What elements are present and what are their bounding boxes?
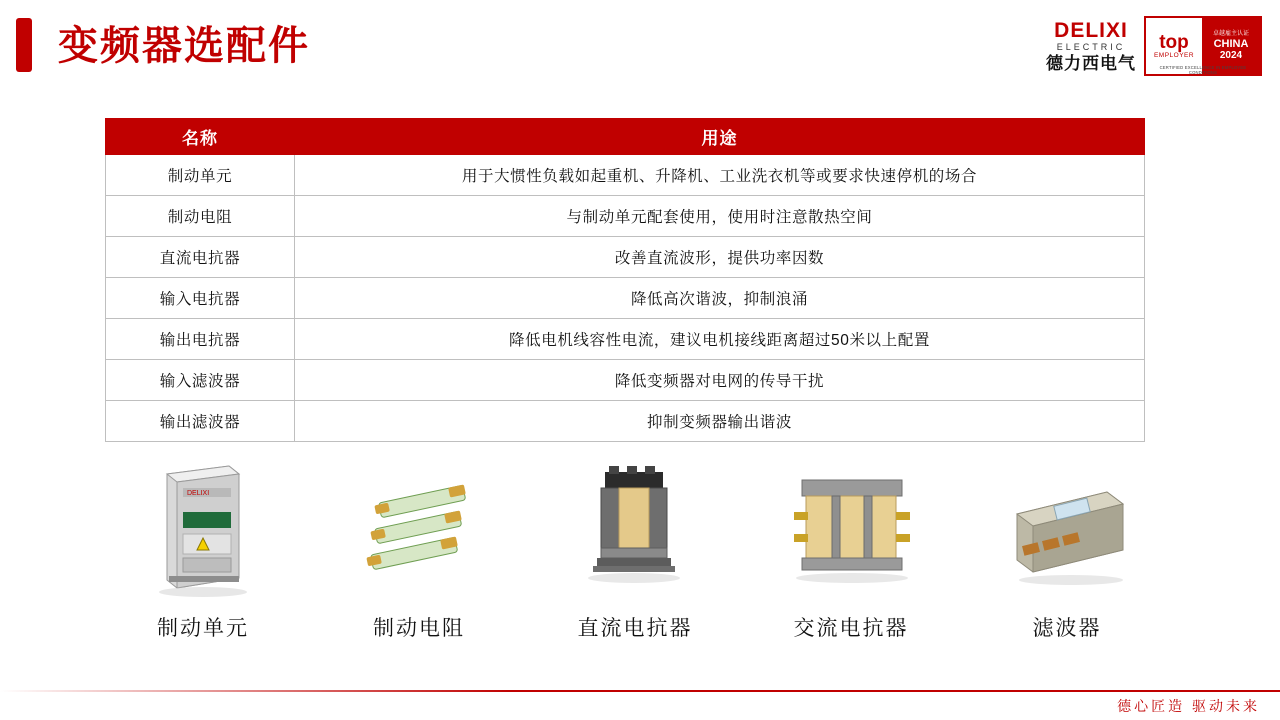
product-item xyxy=(753,448,949,642)
table-row xyxy=(106,401,1145,442)
table-cell-use: 抑制变频器输出谐波 xyxy=(295,401,1145,442)
svg-text:DELIXI: DELIXI xyxy=(187,490,210,497)
delixi-logo xyxy=(1046,20,1136,72)
table-cell-name: 输入滤波器 xyxy=(106,360,295,401)
delixi-logo-name-en: DELIXI xyxy=(1054,19,1128,42)
top-employer-caption: CERTIFIED EXCELLENCE IN EMPLOYEE CONDITIONS xyxy=(1159,65,1247,75)
delixi-logo-name-cn: 德力西电气 xyxy=(1046,54,1136,73)
top-employer-country: CHINA xyxy=(1213,38,1249,50)
table-cell-name: 输出电抗器 xyxy=(106,319,295,360)
product-item xyxy=(105,448,301,642)
logo-area xyxy=(1046,16,1262,76)
product-caption: 制动电阻 xyxy=(373,617,465,640)
top-employer-employer-label: EMPLOYER xyxy=(1153,51,1195,59)
product-item xyxy=(969,448,1165,642)
table-cell-use: 与制动单元配套使用，使用时注意散热空间 xyxy=(295,196,1145,237)
delixi-logo-sub-en: ELECTRIC xyxy=(1056,42,1126,52)
product-item xyxy=(537,448,733,642)
table-row xyxy=(106,360,1145,401)
slide-header xyxy=(0,0,1280,96)
table-cell-use: 降低变频器对电网的传导干扰 xyxy=(295,360,1145,401)
top-employer-year: 2024 xyxy=(1219,50,1243,61)
table-cell-name: 输入电抗器 xyxy=(106,278,295,319)
product-caption: 制动单元 xyxy=(157,617,249,640)
table-cell-name: 直流电抗器 xyxy=(106,237,295,278)
top-employer-badge xyxy=(1144,16,1262,76)
table-row xyxy=(106,237,1145,278)
product-gallery xyxy=(105,448,1165,642)
table-header-use: 用途 xyxy=(295,119,1145,155)
page-title: 变频器选配件 xyxy=(58,24,310,68)
product-caption: 直流电抗器 xyxy=(577,617,693,640)
table-row xyxy=(106,155,1145,196)
braking-unit-photo xyxy=(105,448,301,598)
table-cell-use: 用于大惯性负载如起重机、升降机、工业洗衣机等或要求快速停机的场合 xyxy=(295,155,1145,196)
product-caption: 交流电抗器 xyxy=(793,617,909,640)
dc-reactor-photo xyxy=(537,448,733,598)
accessory-table-wrap xyxy=(105,118,1145,442)
table-row xyxy=(106,196,1145,237)
table-header-row xyxy=(106,119,1145,155)
ac-reactor-photo xyxy=(753,448,949,598)
product-caption: 滤波器 xyxy=(1032,617,1102,640)
accessory-table xyxy=(105,118,1145,442)
braking-resistor-photo xyxy=(321,448,517,598)
top-employer-top-label: top xyxy=(1159,31,1189,53)
footer-divider xyxy=(0,690,1280,692)
table-cell-name: 输出滤波器 xyxy=(106,401,295,442)
table-row xyxy=(106,278,1145,319)
table-cell-use: 改善直流波形，提供功率因数 xyxy=(295,237,1145,278)
footer-slogan: 德心匠造 驱动未来 xyxy=(1117,698,1260,714)
top-employer-cn-line: 卓越雇主认证 xyxy=(1212,31,1249,37)
filter-photo xyxy=(969,448,1165,598)
table-cell-use: 降低电机线容性电流，建议电机接线距离超过50米以上配置 xyxy=(295,319,1145,360)
table-row xyxy=(106,319,1145,360)
table-header-name: 名称 xyxy=(106,119,295,155)
table-cell-name: 制动单元 xyxy=(106,155,295,196)
product-item xyxy=(321,448,517,642)
title-accent-bar xyxy=(16,18,32,72)
table-cell-name: 制动电阻 xyxy=(106,196,295,237)
table-cell-use: 降低高次谐波，抑制浪涌 xyxy=(295,278,1145,319)
